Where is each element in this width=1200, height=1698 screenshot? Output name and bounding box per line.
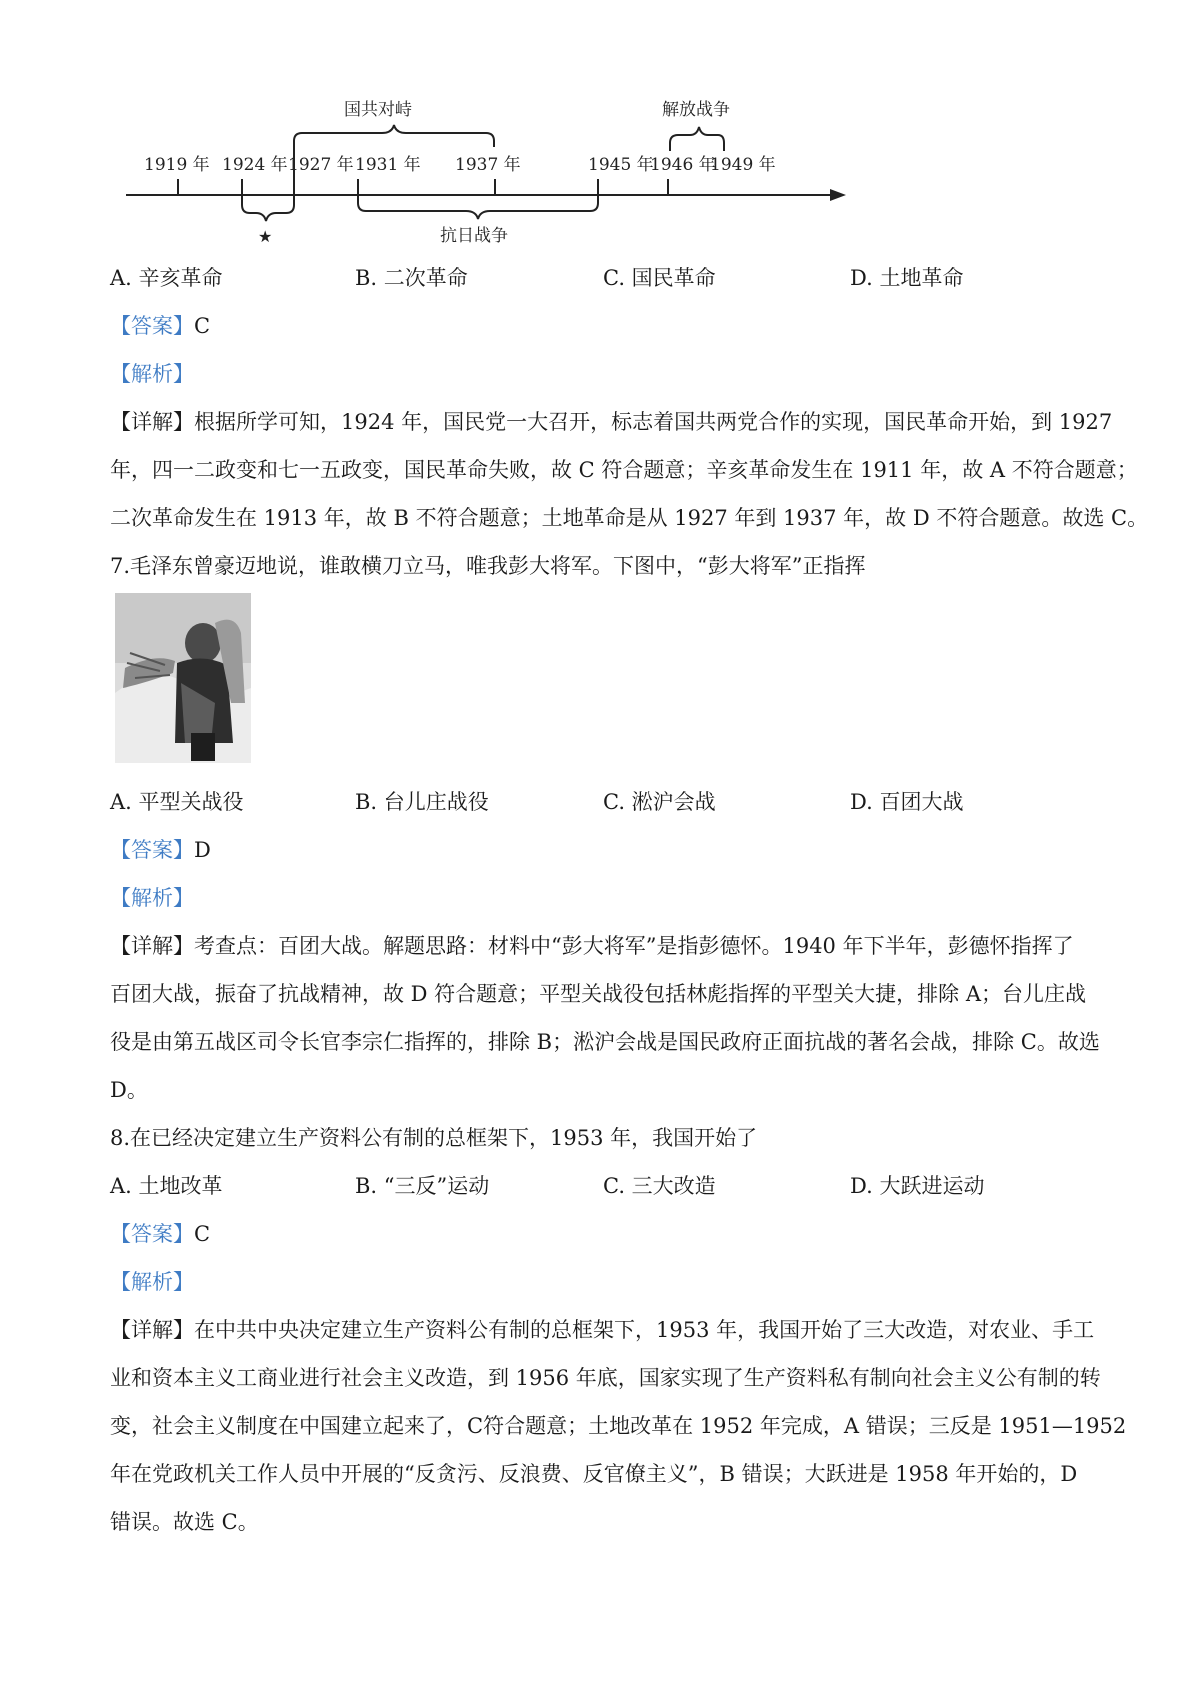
q7-detail-text-1: 考查点：百团大战。解题思路：材料中“彭大将军”是指彭德怀。1940 年下半年，彭德怀指挥了 [194,934,1074,958]
q8-detail-text-1: 在中共中央决定建立生产资料公有制的总框架下，1953 年，我国开始了三大改造，对农业、手工 [194,1318,1095,1342]
q7-option-c: C. 淞沪会战 [603,790,716,814]
q7-analysis-tag: 【解析】 [110,886,194,910]
q8-detail-line-2: 业和资本主义工商业进行社会主义改造，到 1956 年底，国家实现了生产资料私有制向社会主义公有制的转 [110,1366,1101,1390]
q7-answer-line [110,834,211,864]
q6-detail-line-1 [110,406,1112,436]
q8-option-c: C. 三大改造 [603,1174,716,1198]
year-label-1927: 1927 年 [288,155,354,175]
year-label-1919: 1919 年 [144,155,210,175]
q7-detail-line-1 [110,930,1074,960]
q6-option-d: D. 土地革命 [850,266,964,290]
q6-detail-text-1: 根据所学可知，1924 年，国民党一大召开，标志着国共两党合作的实现，国民革命开始，到 1927 [194,410,1113,434]
year-label-1931: 1931 年 [355,155,421,175]
brace-jiefang-zhanzheng [670,127,724,151]
q8-answer-tag: 【答案】 [110,1222,194,1246]
q8-detail-tag: 【详解】 [110,1318,194,1342]
q8-answer-line [110,1218,210,1248]
photo-illustration [115,593,251,763]
label-kangri-zhanzheng: 抗日战争 [440,226,508,245]
q8-detail-line-5: 错误。故选 C。 [110,1510,259,1534]
star-marker: ★ [258,227,273,245]
q8-option-b: B. “三反”运动 [355,1174,490,1198]
q8-option-d: D. 大跃进运动 [850,1174,985,1198]
q6-option-c: C. 国民革命 [603,266,716,290]
q7-detail-line-3: 役是由第五战区司令长官李宗仁指挥的，排除 B；淞沪会战是国民政府正面抗战的著名会战，排除 C。故选 [110,1030,1100,1054]
q7-answer-tag: 【答案】 [110,838,194,862]
year-label-1945: 1945 年 [588,155,654,175]
label-jiefang-zhanzheng: 解放战争 [662,100,730,120]
q7-question: 7.毛泽东曾豪迈地说，谁敢横刀立马，唯我彭大将军。下图中，“彭大将军”正指挥 [110,554,866,578]
year-label-1949: 1949 年 [710,155,776,175]
q6-detail-line-3: 二次革命发生在 1913 年，故 B 不符合题意；土地革命是从 1927 年到 1937 年，故 D 不符合题意。故选 C。 [110,506,1149,530]
brace-kangri-zhanzheng [358,179,598,219]
q8-answer: C [194,1222,211,1246]
q8-detail-line-4: 年在党政机关工作人员中开展的“反贪污、反浪费、反官僚主义”，B 错误；大跃进是 1958 年开始的，D [110,1462,1078,1486]
q7-detail-tag: 【详解】 [110,934,194,958]
timeline-arrow-head [830,189,846,201]
q7-detail-line-4: D。 [110,1078,148,1102]
q6-detail-tag: 【详解】 [110,410,194,434]
q8-detail-line-1 [110,1314,1094,1344]
q6-analysis-tag: 【解析】 [110,362,194,386]
q6-detail-line-2: 年，四一二政变和七一五政变，国民革命失败，故 C 符合题意；辛亥革命发生在 1911 年，故 A 不符合题意； [110,458,1138,482]
peng-dehuai-photo [115,593,251,763]
q6-answer-line [110,310,210,340]
timeline-diagram [110,95,850,245]
q6-option-a: A. 辛亥革命 [110,266,223,290]
q6-answer: C [194,314,211,338]
year-label-1937: 1937 年 [455,155,521,175]
q6-option-b: B. 二次革命 [355,266,468,290]
brace-1924-1927 [242,179,294,221]
q8-analysis-tag: 【解析】 [110,1270,194,1294]
q8-detail-line-3: 变，社会主义制度在中国建立起来了，C符合题意；土地改革在 1952 年完成，A 错误；三反是 1951—1952 [110,1414,1127,1438]
q8-option-a: A. 土地改革 [110,1174,223,1198]
q8-question: 8.在已经决定建立生产资料公有制的总框架下，1953 年，我国开始了 [110,1126,758,1150]
label-guogong-duizhi: 国共对峙 [344,100,412,120]
q6-answer-tag: 【答案】 [110,314,194,338]
q7-detail-line-2: 百团大战，振奋了抗战精神，故 D 符合题意；平型关战役包括林彪指挥的平型关大捷，排除 A；台儿庄战 [110,982,1087,1006]
year-label-1924: 1924 年 [222,155,288,175]
q7-option-b: B. 台儿庄战役 [355,790,489,814]
year-label-1946: 1946 年 [650,155,716,175]
q7-option-d: D. 百团大战 [850,790,964,814]
q7-answer: D [194,838,211,862]
q7-option-a: A. 平型关战役 [110,790,244,814]
